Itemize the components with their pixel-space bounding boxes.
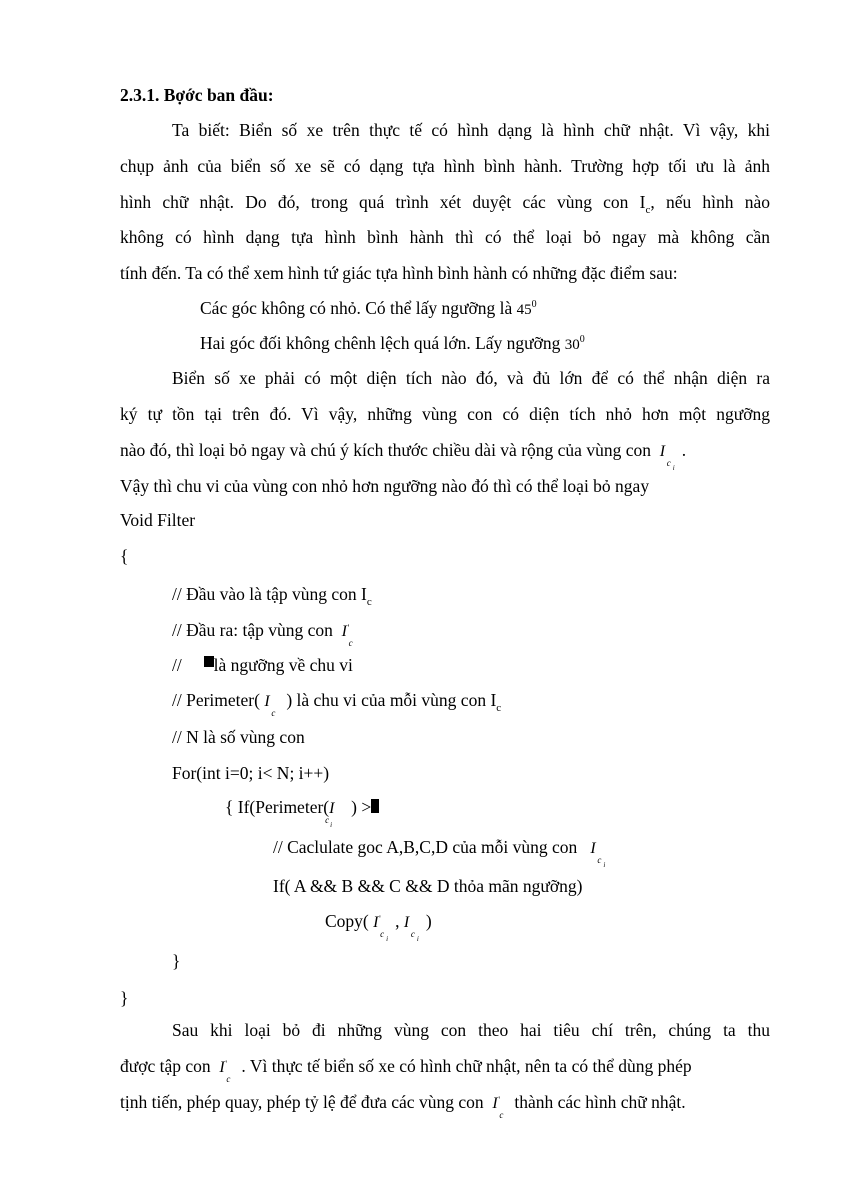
- criterion-opposite-angle: Hai góc đối không chênh lệch quá lớn. Lấy ngưỡng $30^0$: [200, 333, 585, 353]
- code-line-if-perimeter: { If(Perimeter(I c i ) >: [225, 797, 379, 819]
- code-comment-calc: // Caclulate goc A,B,C,D của mỗi vùng con I c i: [273, 837, 612, 859]
- code-comment-n: // N là số vùng con: [172, 727, 305, 747]
- code-comment-threshold: // là ngưỡng về chu vi: [172, 655, 353, 675]
- code-line-copy: Copy( I ' c i , I c i ): [325, 911, 432, 943]
- para3-line1: Sau khi loại bỏ đi những vùng con theo hai tiêu chí trên, chúng ta thu: [172, 1020, 770, 1040]
- math-ic-prime-result: I ' c: [219, 1059, 231, 1084]
- math-ici-prime-copy: I ' c i: [373, 914, 389, 943]
- code-line-for: For(int i=0; i< N; i++): [172, 763, 330, 783]
- code-line-if-threshold: If( A && B && C && D thỏa mãn ngưỡng): [273, 876, 583, 896]
- para1-line1: Ta biết: Biển số xe trên thực tế có hình dạng là hình chữ nhật. Vì vậy, khi: [172, 120, 770, 140]
- para1-line5: tính đến. Ta có thể xem hình tứ giác tựa hình bình hành có những đặc điểm sau:: [120, 263, 678, 283]
- code-line-void: Void Filter: [120, 510, 196, 530]
- math-ici: I c i: [659, 443, 675, 472]
- para2-line4: Vậy thì chu vi của vùng con nhỏ hơn ngưỡng nào đó thì có thể loại bỏ ngay: [120, 476, 650, 496]
- math-ici-copy: I c i: [403, 914, 419, 943]
- code-line-close-inner: }: [172, 951, 181, 971]
- section-heading: 2.3.1. Bợớc ban đầu:: [120, 85, 274, 105]
- para1-line2: chụp ảnh của biển số xe sẽ có dạng tựa hình bình hành. Trường hợp tối ưu là ảnh: [120, 156, 770, 176]
- code-comment-output: // Đầu ra: tập vùng con I ' c: [172, 620, 364, 642]
- math-ic-prime: I ' c: [341, 623, 353, 648]
- para1-line3: hình chữ nhật. Do đó, trong quá trình xét duyệt các vùng con $I_c$, nếu hình nào: [120, 192, 770, 216]
- para2-line3: nào đó, thì loại bỏ ngay và chú ý kích thước chiều dài và rộng của vùng con I c i .: [120, 440, 687, 472]
- para1-line4: không có hình dạng tựa hình bình hành thì có thể loại bỏ ngay mà không cần: [120, 227, 770, 247]
- code-line-close: }: [120, 988, 129, 1008]
- math-ici-calc: I c i: [590, 840, 606, 869]
- code-line-open: {: [120, 546, 129, 566]
- para2-line2: ký tự tồn tại trên đó. Vì vậy, những vùng con có diện tích nhỏ hơn một ngưỡng: [120, 404, 770, 424]
- code-comment-input: // Đầu vào là tập vùng con $I_c$: [172, 584, 372, 608]
- code-comment-perimeter: // Perimeter( I c ) là chu vi của mỗi vùng con $I_c$: [172, 690, 502, 718]
- para3-line2: được tập con I ' c . Vì thực tế biển số xe có hình chữ nhật, nên ta có thể dùng phép: [120, 1056, 692, 1084]
- math-ic-prime-transform: I ' c: [492, 1095, 504, 1120]
- criterion-angle: Các góc không có nhỏ. Có thể lấy ngưỡng là $45^0$: [200, 298, 537, 318]
- para2-line1: Biển số xe phải có một diện tích nào đó, và đủ lớn để có thể nhận diện ra: [172, 368, 770, 388]
- threshold-symbol-icon: [371, 799, 379, 813]
- math-ici-perimeter: I c i: [325, 800, 335, 829]
- math-ic: I c: [264, 693, 276, 718]
- para3-line3: tịnh tiến, phép quay, phép tỷ lệ để đưa các vùng con I ' c thành các hình chữ nhật.: [120, 1092, 686, 1120]
- threshold-symbol-icon: [204, 656, 214, 667]
